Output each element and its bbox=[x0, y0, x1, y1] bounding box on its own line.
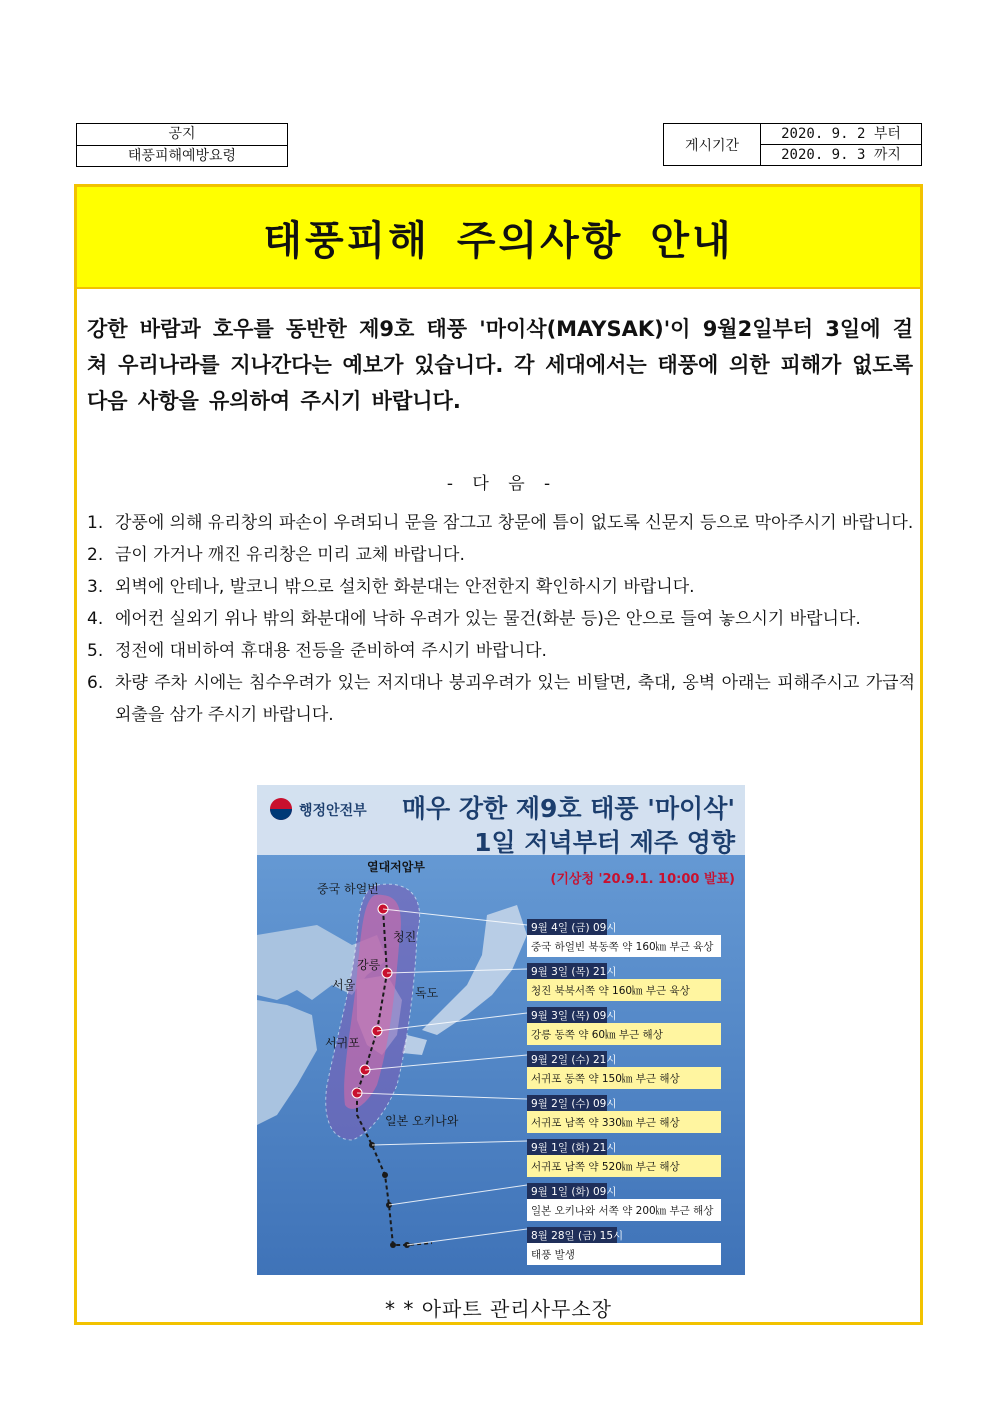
forecast-time: 9월 4일 (금) 09시 bbox=[531, 922, 617, 934]
place-cheongjin: 청진 bbox=[393, 930, 417, 944]
typhoon-track-poster bbox=[257, 785, 745, 1275]
forecast-time: 9월 3일 (목) 09시 bbox=[531, 1010, 617, 1022]
forecast-desc: 일본 오키나와 서쪽 약 200㎞ 부근 해상 bbox=[531, 1205, 714, 1217]
list-item: 3. 외벽에 안테나, 발코니 밖으로 설치한 화분대는 안전한지 확인하시기 바랍니다. bbox=[87, 577, 695, 597]
list-item: 4. 에어컨 실외기 위나 밖의 화분대에 낙하 우려가 있는 물건(화분 등)은 안으로 들여 놓으시기 바랍니다. bbox=[87, 609, 861, 629]
forecast-desc: 태풍 발생 bbox=[531, 1249, 575, 1261]
forecast-time: 9월 2일 (수) 21시 bbox=[531, 1054, 617, 1066]
forecast-desc: 서귀포 남쪽 약 520㎞ 부근 해상 bbox=[531, 1161, 680, 1173]
list-item: 1. 강풍에 의해 유리창의 파손이 우려되니 문을 잠그고 창문에 틈이 없도록 신문지 등으로 막아주시기 바랍니다. bbox=[87, 513, 914, 533]
place-seogwipo: 서귀포 bbox=[325, 1036, 360, 1050]
forecast-desc: 서귀포 남쪽 약 330㎞ 부근 해상 bbox=[531, 1117, 680, 1129]
precaution-list bbox=[87, 507, 915, 731]
forecast-time: 9월 1일 (화) 21시 bbox=[531, 1142, 617, 1154]
place-gangneung: 강릉 bbox=[357, 958, 381, 972]
forecast-time: 9월 2일 (수) 09시 bbox=[531, 1098, 617, 1110]
posting-date-from: 2020. 9. 2 부터 bbox=[781, 126, 901, 142]
section-divider: - 다 음 - bbox=[446, 474, 551, 494]
place-seoul: 서울 bbox=[332, 978, 356, 992]
poster-source: (기상청 '20.9.1. 10:00 발표) bbox=[550, 872, 735, 887]
notice-subject: 태풍피해예방요령 bbox=[77, 145, 287, 166]
posting-period-label: 게시기간 bbox=[664, 124, 761, 165]
forecast-desc: 강릉 동쪽 약 60㎞ 부근 해상 bbox=[531, 1029, 663, 1041]
posting-date-to: 2020. 9. 3 까지 bbox=[761, 144, 921, 165]
forecast-desc: 중국 하얼빈 북동쪽 약 160㎞ 부근 육상 bbox=[531, 941, 714, 953]
notice-frame bbox=[74, 184, 923, 1325]
posting-period-box bbox=[663, 123, 922, 166]
list-item: 5. 정전에 대비하여 휴대용 전등을 준비하여 주시기 바랍니다. bbox=[87, 641, 547, 661]
forecast-time: 9월 1일 (화) 09시 bbox=[531, 1186, 617, 1198]
notice-category: 공지 bbox=[168, 126, 196, 142]
poster-headline-1: 매우 강한 제9호 태풍 '마이삭' bbox=[401, 794, 735, 823]
list-item: 6. 차량 주차 시에는 침수우려가 있는 저지대나 붕괴우려가 있는 비탈면, 축대, 옹벽 아래는 피해주시고 가급적 외출을 삼가 주시기 바랍니다. bbox=[87, 673, 915, 725]
title-banner bbox=[77, 187, 920, 289]
forecast-time: 8월 28일 (금) 15시 bbox=[531, 1230, 624, 1242]
place-harbin: 중국 하얼빈 bbox=[317, 882, 379, 896]
forecast-desc: 청진 북북서쪽 약 160㎞ 부근 육상 bbox=[531, 985, 690, 997]
forecast-time: 9월 3일 (목) 21시 bbox=[531, 966, 617, 978]
notice-header-box bbox=[76, 123, 288, 167]
poster-agency: 행정안전부 bbox=[299, 803, 367, 819]
place-okinawa: 일본 오키나와 bbox=[385, 1114, 459, 1128]
forecast-desc: 서귀포 동쪽 약 150㎞ 부근 해상 bbox=[531, 1073, 680, 1085]
place-dokdo: 독도 bbox=[415, 986, 439, 1000]
poster-headline-2: 1일 저녁부터 제주 영향 bbox=[474, 828, 735, 857]
signature: * * 아파트 관리사무소장 bbox=[385, 1297, 612, 1321]
poster-low-label: 열대저압부 bbox=[367, 860, 425, 874]
list-item: 2. 금이 가거나 깨진 유리창은 미리 교체 바랍니다. bbox=[87, 545, 465, 565]
intro-paragraph: 강한 바람과 호우를 동반한 제9호 태풍 '마이삭(MAYSAK)'이 9월2일부터 3일에 걸쳐 우리나라를 지나간다는 예보가 있습니다. 각 세대에서는 태풍에 의한 피해가 없도록 다음 사항을 유의하여 주시기 바랍니다. bbox=[87, 317, 913, 413]
page-title: 태풍피해 주의사항 안내 bbox=[263, 217, 734, 264]
